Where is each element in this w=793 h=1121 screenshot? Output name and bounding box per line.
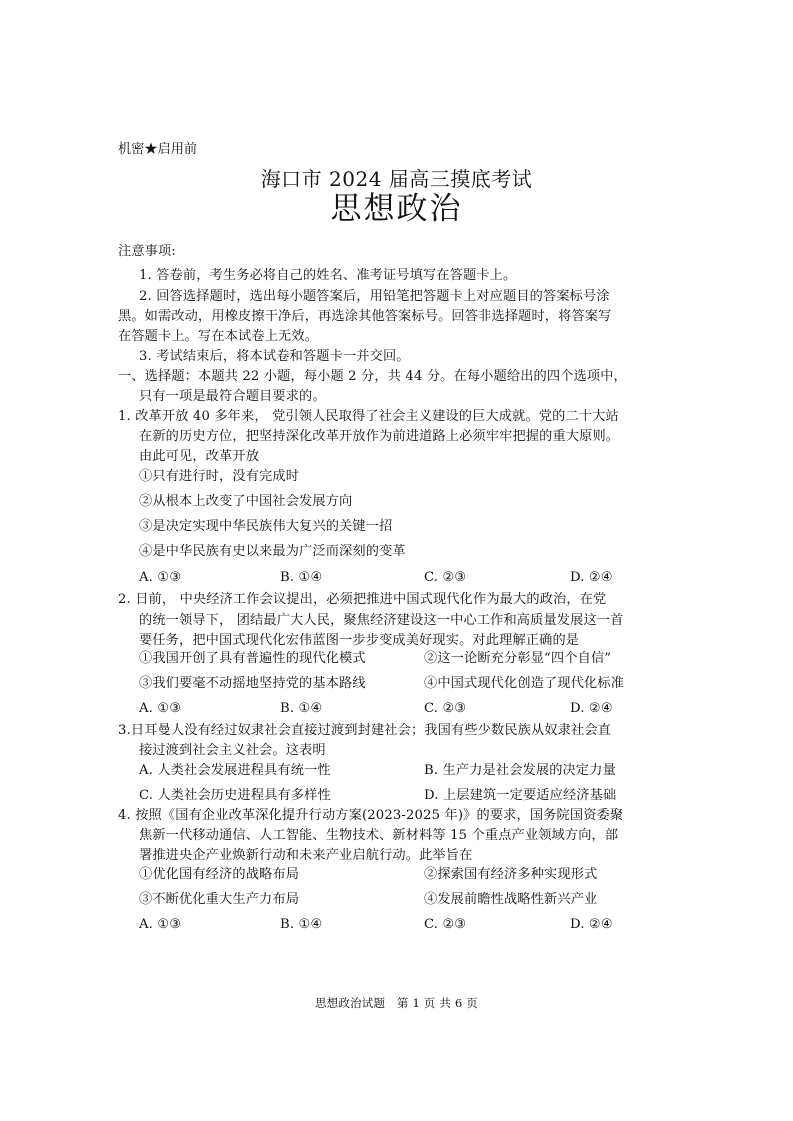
question-3-line-1: 3.日耳曼人没有经过奴隶社会直接过渡到封建社会；我国有些少数民族从奴隶社会直 bbox=[118, 723, 612, 738]
question-4-statement-2: ②探索国有经济多种实现形式 bbox=[424, 867, 598, 882]
question-2-statement-2: ②这一论断充分彰显“四个自信” bbox=[424, 651, 612, 666]
question-2-statement-1: ①我国开创了具有普遍性的现代化模式 bbox=[139, 651, 366, 666]
question-2-statement-4: ④中国式现代化创造了现代化标准 bbox=[424, 676, 625, 691]
question-1-statement-4: ④是中华民族有史以来最为广泛而深刻的变革 bbox=[139, 544, 406, 559]
question-3-option-a: A. 人类社会发展进程具有统一性 bbox=[139, 763, 331, 778]
question-1-option-b: B. ①④ bbox=[280, 570, 323, 585]
page-footer: 思想政治试题 第 1 页 共 6 页 bbox=[314, 996, 478, 1010]
question-2-line-3: 要任务，把中国式现代化宏伟蓝图一步步变成美好现实。对此理解正确的是 bbox=[139, 633, 580, 648]
question-4-line-3: 署推进央企产业焕新行动和未来产业启航行动。此举旨在 bbox=[139, 848, 473, 863]
question-4-statement-4: ④发展前瞻性战略性新兴产业 bbox=[424, 892, 598, 907]
question-2-option-c: C. ②③ bbox=[424, 701, 467, 716]
section-heading-line-2: 只有一项是最符合题目要求的。 bbox=[139, 389, 326, 404]
question-3-option-d: D. 上层建筑一定要适应经济基础 bbox=[424, 788, 617, 803]
question-4-statement-3: ③不断优化重大生产力布局 bbox=[139, 892, 300, 907]
question-2-option-b: B. ①④ bbox=[280, 701, 323, 716]
question-1-statement-2: ②从根本上改变了中国社会发展方向 bbox=[139, 494, 353, 509]
note-1: 1. 答卷前，考生务必将自己的姓名、准考证号填写在答题卡上。 bbox=[139, 268, 517, 283]
question-4-statement-1: ①优化国有经济的战略布局 bbox=[139, 867, 300, 882]
subject-title: 思想政治 bbox=[330, 191, 463, 227]
question-1-option-a: A. ①③ bbox=[139, 570, 182, 585]
note-3: 3. 考试结束后，将本试卷和答题卡一并交回。 bbox=[139, 349, 410, 364]
confidential-label: 机密★启用前 bbox=[118, 142, 198, 157]
question-2-option-d: D. ②④ bbox=[570, 701, 613, 716]
question-1-statement-1: ①只有进行时，没有完成时 bbox=[139, 469, 300, 484]
question-1-option-c: C. ②③ bbox=[424, 570, 467, 585]
note-2-line-2: 黑。如需改动，用橡皮擦干净后，再选涂其他答案标号。回答非选择题时，将答案写 bbox=[118, 309, 612, 324]
note-2-line-3: 在答题卡上。写在本试卷上无效。 bbox=[118, 329, 319, 344]
question-2-line-1: 2. 日前， 中央经济工作会议提出，必须把推进中国式现代化作为最大的政治，在党 bbox=[118, 592, 607, 607]
exam-title: 海口市 2024 届高三摸底考试 bbox=[260, 167, 533, 191]
question-4-option-c: C. ②③ bbox=[424, 917, 467, 932]
question-1-line-3: 由此可见，改革开放 bbox=[139, 449, 260, 464]
question-4-line-1: 4. 按照《国有企业改革深化提升行动方案(2023-2025 年)》的要求，国务院国资委聚 bbox=[118, 808, 624, 823]
question-4-line-2: 焦新一代移动通信、人工智能、生物技术、新材料等 15 个重点产业领域方向，部 bbox=[139, 828, 619, 843]
question-2-line-2: 的统一领导下， 团结最广大人民，聚焦经济建设这一中心工作和高质量发展这一首 bbox=[139, 613, 624, 628]
notes-heading: 注意事项: bbox=[118, 244, 176, 259]
question-4-option-a: A. ①③ bbox=[139, 917, 182, 932]
question-1-option-d: D. ②④ bbox=[570, 570, 613, 585]
section-heading-line-1: 一、选择题：本题共 22 小题，每小题 2 分，共 44 分。在每小题给出的四个选项中， bbox=[118, 369, 627, 384]
question-1-statement-3: ③是决定实现中华民族伟大复兴的关键一招 bbox=[139, 519, 393, 534]
question-4-option-b: B. ①④ bbox=[280, 917, 323, 932]
question-1-line-1: 1. 改革开放 40 多年来， 党引领人民取得了社会主义建设的巨大成就。党的二十大站 bbox=[118, 409, 619, 424]
note-2-line-1: 2. 回答选择题时，选出每小题答案后，用铅笔把答题卡上对应题目的答案标号涂 bbox=[139, 289, 610, 304]
question-3-option-b: B. 生产力是社会发展的决定力量 bbox=[424, 763, 616, 778]
question-2-option-a: A. ①③ bbox=[139, 701, 182, 716]
question-1-line-2: 在新的历史方位，把坚持深化改革开放作为前进道路上必须牢牢把握的重大原则。 bbox=[139, 429, 620, 444]
question-3-option-c: C. 人类社会历史进程具有多样性 bbox=[139, 788, 331, 803]
question-4-option-d: D. ②④ bbox=[570, 917, 613, 932]
question-3-line-2: 接过渡到社会主义社会。这表明 bbox=[139, 743, 326, 758]
question-2-statement-3: ③我们要毫不动摇地坚持党的基本路线 bbox=[139, 676, 366, 691]
